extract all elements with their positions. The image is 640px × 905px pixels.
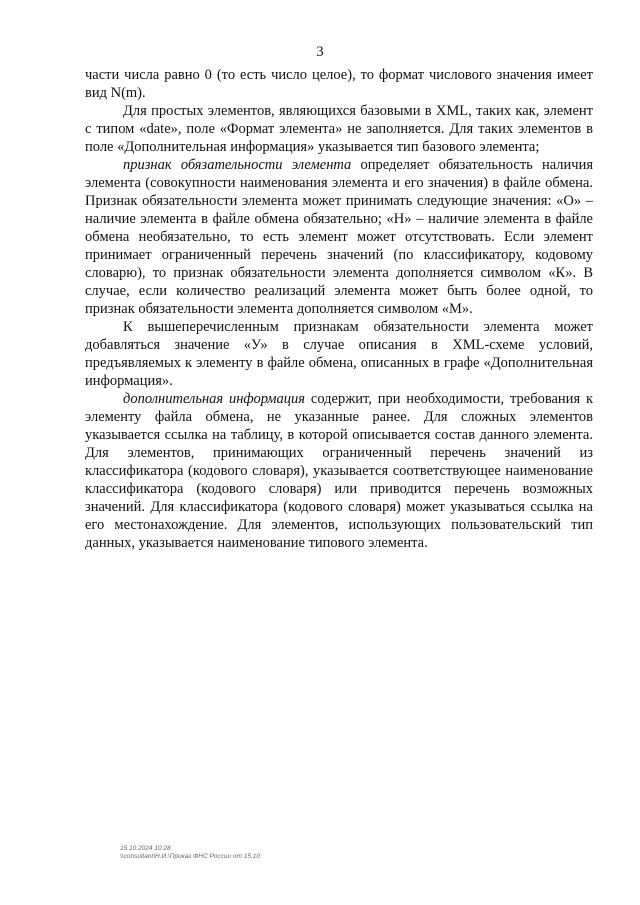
paragraph-text: К вышеперечисленным признакам обязательности элемента может добавляться значение «У» в случае описания в XML-схеме условий, предъявляемых к элементу в файле обмена, описанных в графе «Дополнительная информация».: [85, 319, 593, 389]
footer-path: \\consultant\Н.И.\Приказ ФНС России от 15.10: [120, 853, 260, 860]
footer-timestamp: 15.10.2024 10:28: [120, 845, 171, 852]
paragraph-2: [85, 102, 593, 156]
document-body: [85, 66, 593, 552]
paragraph-text: части числа равно 0 (то есть число целое), то формат числового значения имеет вид N(m).: [85, 67, 593, 101]
paragraph-term: признак обязательности элемента: [123, 157, 352, 173]
paragraph-5: [85, 390, 593, 552]
page-number: 3: [316, 44, 324, 60]
paragraph-3: [85, 156, 593, 318]
print-footer: [120, 845, 260, 861]
paragraph-text: определяет обязательность наличия элемента (совокупности наименования элемента и его значения) в файле обмена. Признак обязательности элемента может принимать следующие значения: «О» – наличие элемента в файле обмена обязательно; «Н» – наличие элемента в файле обмена необязательно, то есть элемент может отсутствовать. Если элемент принимает ограниченный перечень значений (по классификатору, кодовому словарю), то признак обязательности элемента дополняется символом «К». В случае, если количество реализаций элемента может быть более одной, то признак обязательности элемента дополняется символом «М».: [85, 157, 593, 317]
paragraph-4: [85, 318, 593, 390]
paragraph-term: дополнительная информация: [123, 391, 306, 407]
paragraph-text: Для простых элементов, являющихся базовыми в XML, таких как, элемент с типом «date», поле «Формат элемента» не заполняется. Для таких элементов в поле «Дополнительная информация» указывается тип базового элемента;: [85, 103, 593, 155]
paragraph-text: содержит, при необходимости, требования к элементу файла обмена, не указанные ранее. Для сложных элементов указывается ссылка на таблицу, в которой описывается состав данного элемента. Для элементов, принимающих ограниченный перечень значений из классификатора (кодового словаря), указывается соответствующее наименование классификатора (кодового словаря) или приводится перечень возможных значений. Для классификатора (кодового словаря) может указываться ссылка на его местонахождение. Для элементов, использующих пользовательский тип данных, указывается наименование типового элемента.: [85, 391, 593, 551]
paragraph-1: [85, 66, 593, 102]
